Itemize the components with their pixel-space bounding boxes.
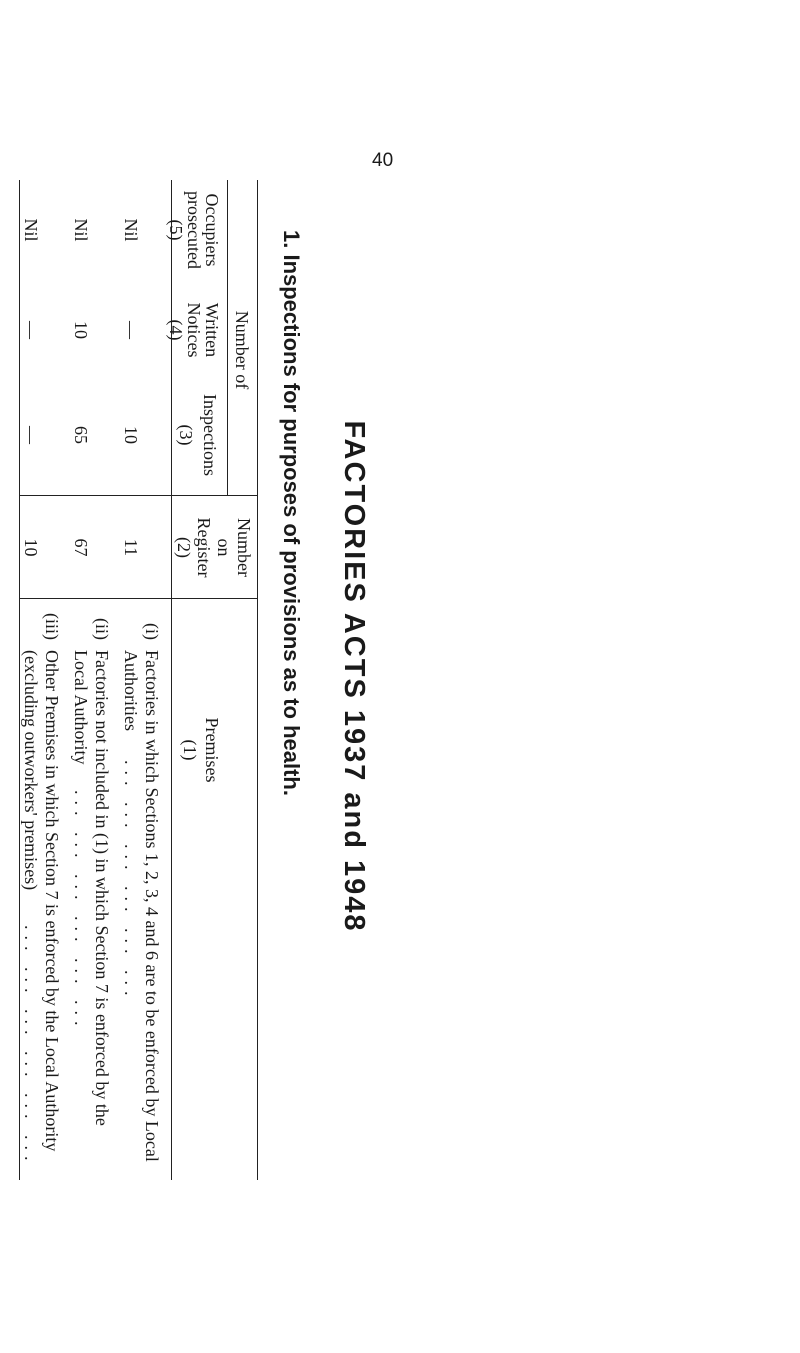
row-3-register: 10 bbox=[21, 538, 41, 557]
page-number: 40 bbox=[372, 150, 394, 171]
header-notices-label-2: Notices bbox=[184, 302, 204, 358]
row-1-num: (i) bbox=[142, 623, 162, 640]
section-heading: 1. Inspections for purposes of provisions as to health. bbox=[279, 230, 304, 796]
row-1-leader-dots: ... ... ... ... ... ... bbox=[121, 760, 141, 1002]
row-3-prosecuted: Nil bbox=[21, 218, 41, 242]
header-register-num: (2) bbox=[174, 537, 194, 558]
row-3-notices: — bbox=[21, 321, 41, 339]
header-notices-label-1: Written bbox=[202, 302, 222, 358]
row-2-num: (ii) bbox=[92, 618, 112, 640]
row-2-notices: 10 bbox=[71, 321, 91, 339]
row-1-register: 11 bbox=[121, 538, 141, 557]
row-2-desc-1: Factories not included in (1) in which Section 7 is enforced by the bbox=[92, 650, 112, 1126]
row-2-prosecuted: Nil bbox=[71, 218, 91, 242]
row-2-leader-dots: ... ... ... ... ... ... bbox=[71, 790, 91, 1032]
header-register-label-2: on bbox=[214, 538, 234, 557]
header-register-label-3: Register bbox=[194, 517, 214, 578]
row-2-inspections: 65 bbox=[71, 426, 91, 444]
header-prosecuted-label-1: Occupiers bbox=[202, 193, 222, 267]
row-1-prosecuted: Nil bbox=[121, 218, 141, 242]
header-prosecuted-label-2: prosecuted bbox=[184, 191, 204, 269]
header-register-label-1: Number bbox=[234, 518, 254, 577]
header-inspections-label: Inspections bbox=[200, 394, 220, 476]
row-3-desc-1: Other Premises in which Section 7 is enforced by the Local Authority bbox=[42, 650, 62, 1152]
col-divider-register bbox=[20, 495, 258, 496]
group-underline bbox=[227, 180, 228, 495]
header-inspections-num: (3) bbox=[176, 424, 196, 446]
row-1-notices: — bbox=[121, 321, 141, 339]
row-2-register: 67 bbox=[71, 538, 91, 557]
row-3-desc-2: (excluding outworkers' premises) bbox=[21, 650, 41, 891]
header-notices-num: (4) bbox=[166, 319, 186, 341]
row-3-num: (iii) bbox=[42, 613, 62, 640]
page-title: FACTORIES ACTS 1937 and 1948 bbox=[338, 420, 370, 933]
row-3-leader-dots: ... ... ... ... ... ... bbox=[21, 925, 41, 1167]
row-1-desc-2: Authorities bbox=[121, 650, 141, 731]
row-1-inspections: 10 bbox=[121, 426, 141, 444]
header-premises-label: Premises bbox=[202, 717, 222, 783]
row-2-desc-2: Local Authority bbox=[71, 650, 91, 765]
table-top-rule bbox=[257, 180, 258, 1180]
row-1-desc-1: Factories in which Sections 1, 2, 3, 4 and 6 are to be enforced by Local bbox=[142, 650, 162, 1162]
col-divider-premises bbox=[20, 598, 258, 599]
row-3-inspections: — bbox=[21, 426, 41, 444]
header-group-label: Number of bbox=[232, 310, 252, 390]
header-prosecuted-num: (5) bbox=[166, 219, 186, 241]
header-premises-num: (1) bbox=[180, 739, 200, 761]
